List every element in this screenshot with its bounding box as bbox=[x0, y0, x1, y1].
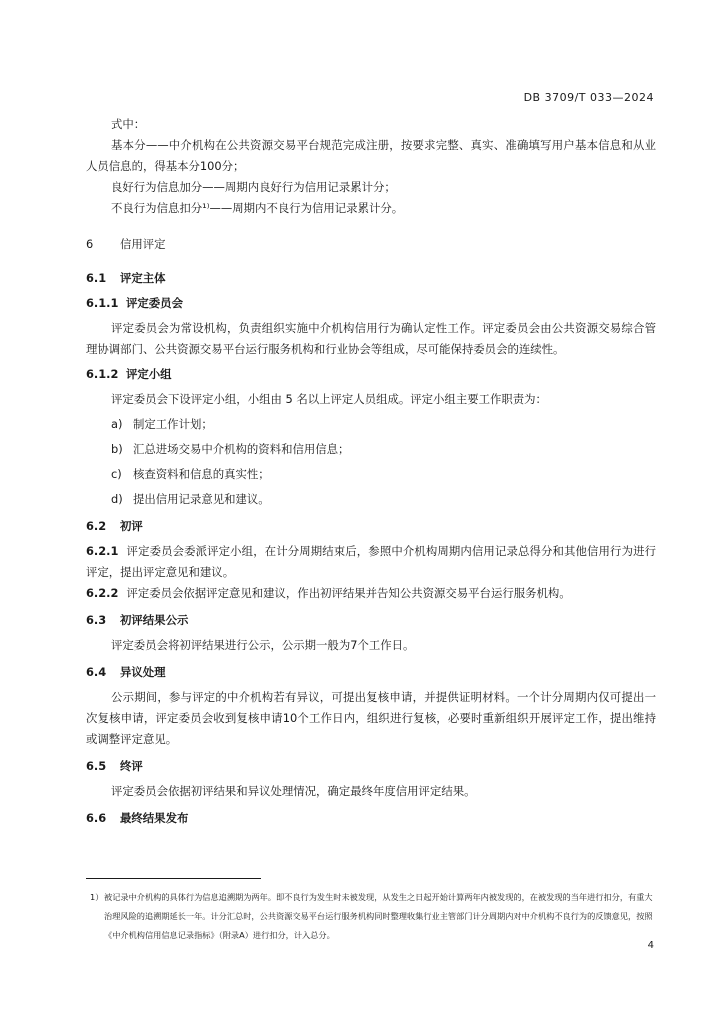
list-marker: a) bbox=[111, 417, 123, 431]
clause-text: 评定委员会依据评定意见和建议，作出初评结果并告知公共资源交易平台运行服务机构。 bbox=[126, 586, 571, 600]
list-marker: b) bbox=[111, 442, 123, 456]
section-number: 6.2 bbox=[86, 519, 107, 533]
list-item bbox=[86, 439, 656, 460]
list-text: 核查资料和信息的真实性； bbox=[133, 467, 270, 481]
section-6-4-body: 公示期间，参与评定的中介机构若有异议，可提出复核申请，并提供证明材料。一个计分周期内仅可提出一次复核申请，评定委员会收到复核申请10个工作日内，组织进行复核，必要时重新组织开展评定工作，提出维持或调整评定意见。 bbox=[86, 690, 656, 746]
section-title: 评定主体 bbox=[120, 271, 166, 285]
clause-text: 评定委员会委派评定小组，在计分周期结束后，参照中介机构周期内信用记录总得分和其他信用行为进行评定，提出评定意见和建议。 bbox=[86, 544, 656, 579]
clause-number: 6.2.1 bbox=[86, 544, 119, 558]
list-item bbox=[86, 489, 656, 510]
section-title: 初评 bbox=[120, 519, 143, 533]
footnote-text: 被记录中介机构的具体行为信息追溯期为两年。即不良行为发生时未被发现，从发生之日起开始计算两年内被发现的，在被发现的当年进行扣分，有重大治理风险的追溯期延长一年。计分汇总时，公共资源交易平台运行服务机构同时整理收集行业主管部门计分周期内对中介机构不良行为的反馈意见，按照《中介机构信用信息记录指标》（附录A）进行扣分，计入总分。 bbox=[104, 892, 653, 940]
section-6-1-1-body: 评定委员会为常设机构，负责组织实施中介机构信用行为确认定性工作。评定委员会由公共资源交易综合管理协调部门、公共资源交易平台运行服务机构和行业协会等组成，尽可能保持委员会的连续性。 bbox=[86, 321, 656, 356]
section-6-4-heading bbox=[86, 662, 656, 683]
page-number: 4 bbox=[647, 940, 654, 951]
section-title: 评定小组 bbox=[126, 367, 172, 381]
section-number: 6.1 bbox=[86, 271, 107, 285]
section-number: 6.1.1 bbox=[86, 296, 119, 310]
section-6-6-heading bbox=[86, 808, 656, 829]
clause-6-2-2 bbox=[86, 583, 656, 604]
formula-good-behavior: 良好行为信息加分——周期内良好行为信用记录累计分； bbox=[111, 180, 396, 194]
clause-number: 6.2.2 bbox=[86, 586, 119, 600]
duties-list bbox=[86, 414, 656, 510]
section-title: 评定委员会 bbox=[126, 296, 183, 310]
section-number: 6 bbox=[86, 237, 94, 251]
section-title: 初评结果公示 bbox=[120, 613, 189, 627]
list-marker: c) bbox=[111, 467, 122, 481]
section-6-1-1-heading bbox=[86, 293, 656, 314]
section-6-1-2-body: 评定委员会下设评定小组，小组由 5 名以上评定人员组成。评定小组主要工作职责为： bbox=[111, 392, 547, 406]
formula-intro: 式中： bbox=[111, 117, 146, 131]
section-6-5-heading bbox=[86, 756, 656, 777]
list-marker: d) bbox=[111, 492, 123, 506]
list-text: 制定工作计划； bbox=[133, 417, 213, 431]
section-6-1-heading bbox=[86, 268, 656, 289]
list-item bbox=[86, 414, 656, 435]
section-number: 6.6 bbox=[86, 811, 107, 825]
clause-6-2-1 bbox=[86, 541, 656, 583]
section-title: 异议处理 bbox=[120, 665, 166, 679]
page-content bbox=[86, 114, 656, 833]
section-title: 信用评定 bbox=[120, 237, 166, 251]
footnote-marker: 1） bbox=[90, 892, 104, 902]
section-6-5-body: 评定委员会依据初评结果和异议处理情况，确定最终年度信用评定结果。 bbox=[111, 784, 476, 798]
footnote-divider bbox=[86, 878, 261, 879]
section-number: 6.4 bbox=[86, 665, 107, 679]
footnote bbox=[90, 888, 656, 945]
formula-bad-behavior: 不良行为信息扣分¹⁾——周期内不良行为信用记录累计分。 bbox=[111, 201, 404, 215]
list-item bbox=[86, 464, 656, 485]
formula-base-score: 基本分——中介机构在公共资源交易平台规范完成注册，按要求完整、真实、准确填写用户基本信息和从业人员信息的，得基本分100分； bbox=[86, 138, 656, 173]
section-number: 6.1.2 bbox=[86, 367, 119, 381]
list-text: 汇总进场交易中介机构的资料和信用信息； bbox=[133, 442, 350, 456]
section-6-2-heading bbox=[86, 516, 656, 537]
section-6-heading bbox=[86, 234, 656, 255]
document-id: DB 3709/T 033—2024 bbox=[523, 91, 654, 104]
list-text: 提出信用记录意见和建议。 bbox=[133, 492, 270, 506]
section-title: 终评 bbox=[120, 759, 143, 773]
section-number: 6.3 bbox=[86, 613, 107, 627]
section-6-1-2-heading bbox=[86, 364, 656, 385]
section-6-3-body: 评定委员会将初评结果进行公示，公示期一般为7个工作日。 bbox=[111, 638, 415, 652]
section-title: 最终结果发布 bbox=[120, 811, 189, 825]
section-6-3-heading bbox=[86, 610, 656, 631]
section-number: 6.5 bbox=[86, 759, 107, 773]
